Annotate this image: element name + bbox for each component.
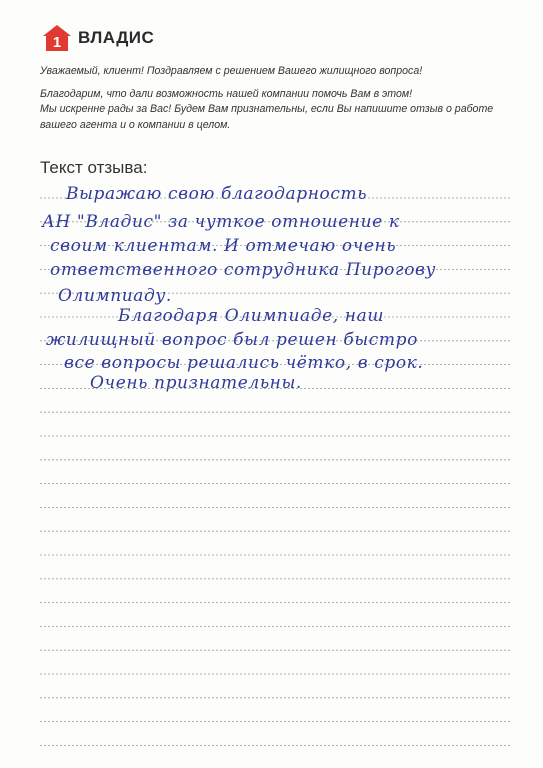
intro-line-3: Мы искренне рады за Вас! Будем Вам признательны, если Вы напишите отзыв о работе xyxy=(40,103,494,115)
review-line: Олимпиаду. xyxy=(58,286,172,306)
review-line: своим клиентам. И отмечаю очень xyxy=(50,236,397,256)
svg-text:1: 1 xyxy=(52,34,62,51)
review-line: все вопросы решались чётко, в срок. xyxy=(64,353,424,373)
review-line: Благодаря Олимпиаде, наш xyxy=(118,306,385,326)
review-line: жилищный вопрос был решен быстро xyxy=(46,330,418,350)
review-line: АН "Владис" за чуткое отношение к xyxy=(42,212,400,232)
intro-line-2: Благодарим, что дали возможность нашей компании помочь Вам в этом! xyxy=(40,87,413,100)
intro-line-1: Уважаемый, клиент! Поздравляем с решением Вашего жилищного вопроса! xyxy=(40,65,423,77)
review-title: Текст отзыва: xyxy=(40,158,148,177)
review-line: Очень признательны. xyxy=(90,373,302,393)
review-line: Выражаю свою благодарность xyxy=(66,184,368,204)
brand-name: ВЛАДИС xyxy=(78,28,155,47)
review-line: ответственного сотрудника Пирогову xyxy=(50,260,436,280)
intro-line-4: вашего агента и о компании в целом. xyxy=(40,118,231,131)
